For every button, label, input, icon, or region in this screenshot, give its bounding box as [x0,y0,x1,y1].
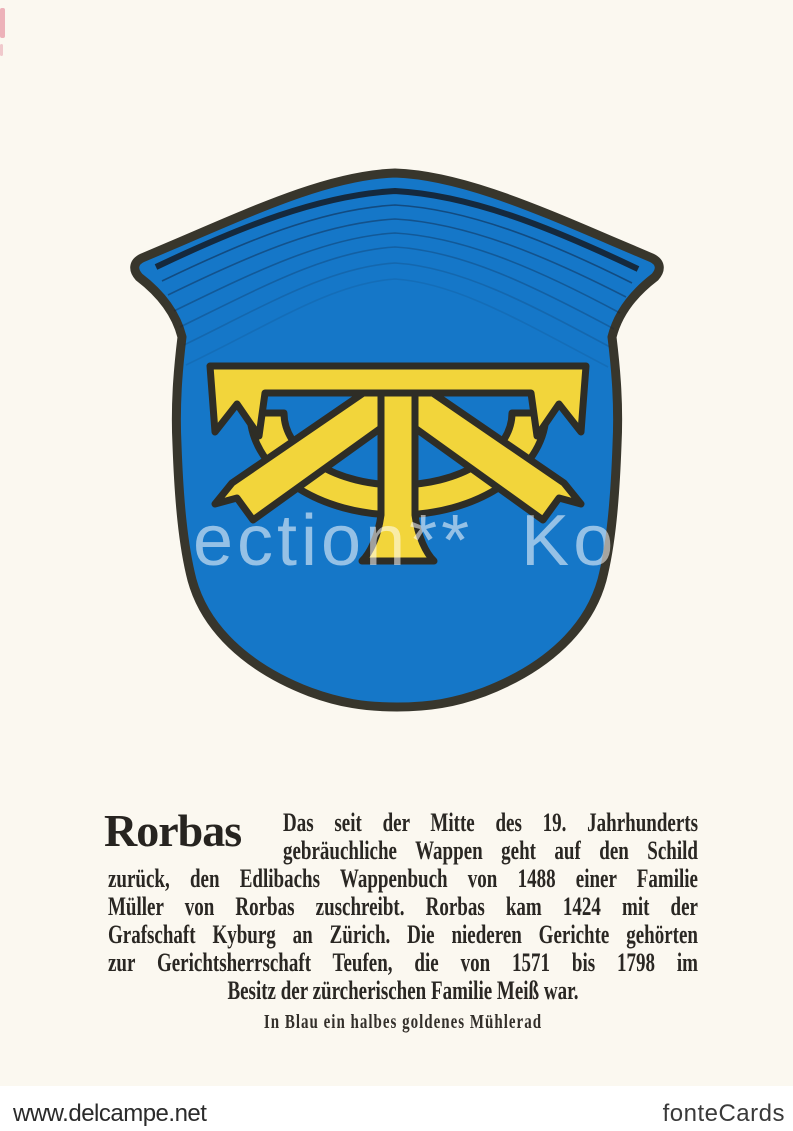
footer-bar [0,1086,793,1131]
article-line: zurück, den Edlibachs Wappenbuch von 1488 einer Familie [108,864,698,894]
article-line: zur Gerichtsherrschaft Teufen, die von 1571 bis 1798 im [108,948,698,978]
blazon-caption: In Blau ein halbes goldenes Mühlerad [263,1012,543,1034]
footer-brand: fonteCards [662,1100,785,1127]
article-line: Müller von Rorbas zuschreibt. Rorbas kam 1424 mit der [108,892,698,922]
article-line: gebräuchliche Wappen geht auf den Schild [283,836,698,866]
article-line: Das seit der Mitte des 19. Jahrhunderts [283,808,698,838]
coat-of-arms-shield [120,155,680,715]
article-body [108,810,698,1006]
article-line: Grafschaft Kyburg an Zürich. Die niederen Gerichte gehörten [108,920,698,950]
scan-artifact [0,8,5,38]
article-title: Rorbas [104,805,242,856]
watermark: ection** Ko [193,501,618,581]
article-line: Besitz der zürcherischen Familie Meiß war. [227,976,579,1006]
footer-site-url: www.delcampe.net [13,1100,207,1127]
scan-artifact [0,44,3,56]
